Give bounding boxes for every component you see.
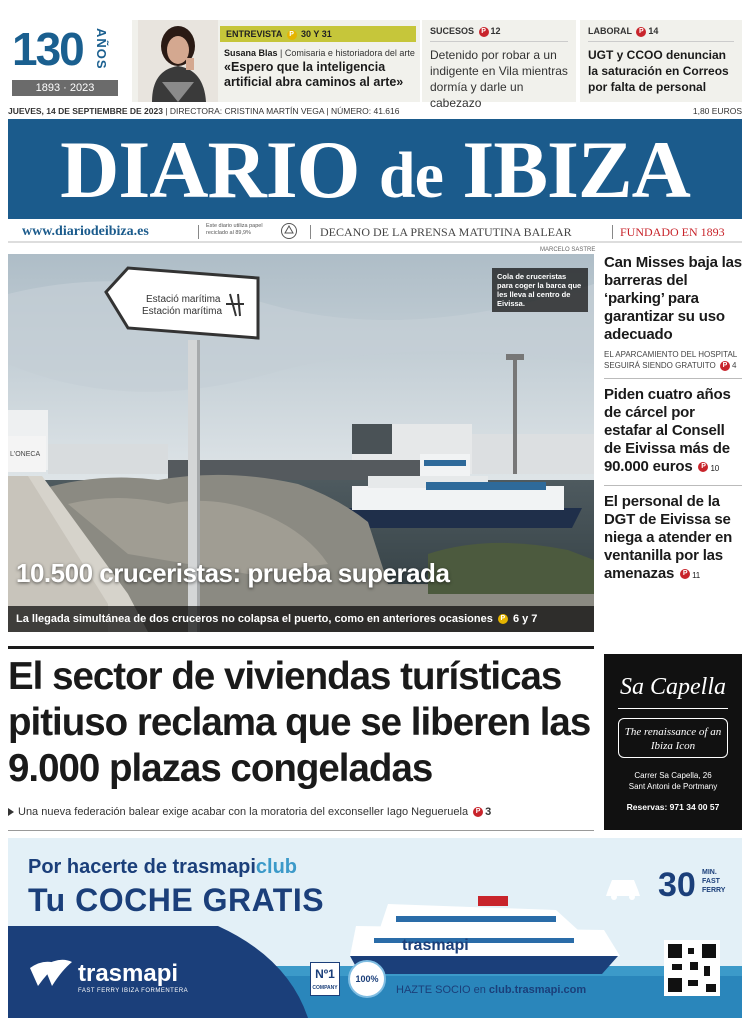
interview-portrait [138,12,218,102]
photo-subheadline-text: La llegada simultánea de dos cruceros no colapsa el puerto, como en anteriores ocasiones [16,613,493,625]
story-headline [604,493,742,585]
divider [198,225,199,239]
ad-line-1-brand: trasmapi [172,856,256,878]
ad-minutes-label-1: MIN. [702,869,717,876]
ad-line-2: Tu COCHE GRATIS [28,882,325,918]
top-teaser-bar [8,20,742,110]
photo-headline[interactable]: 10.500 cruceristas: prueba superada [16,558,450,588]
dateline-price: 1,80 EUROS [692,106,742,116]
ad-socio-prefix: HAZTE SOCIO en [396,984,486,996]
ad-n1-sub: COMPANY [312,985,338,991]
interview-tag [220,26,416,42]
divider [618,708,728,709]
teaser-sucesos[interactable] [422,20,576,110]
lead-headline[interactable]: El sector de viviendas turísticas pitiuso reclama que se liberen las 9.000 plazas congeladas [8,655,591,790]
masthead-title-diario: DIARIO [60,124,360,215]
interview-byline: Susana Blas | Comisaria e historiadora del arte [224,48,415,58]
ad-minutes: 30 [658,866,696,904]
ad-socio-url: club.trasmapi.com [488,984,587,996]
interview-quote: «Espero que la inteligencia artificial abra caminos al arte» [224,60,404,89]
story-page: 11 [692,571,700,580]
capella-address-line2: Sant Antoni de Portmany [628,782,718,791]
interview-role: Comisaria e historiadora del arte [284,48,415,58]
lead-page: 3 [485,806,492,818]
recycle-icon [280,222,298,240]
ad-number-one-badge [310,962,340,996]
masthead-title-ibiza: IBIZA [462,124,690,215]
main-photo[interactable] [8,254,594,632]
sa-capella-ad[interactable] [604,654,742,830]
story-headline-text: El personal de la DGT de Eivissa se niega a atender en ventanilla por las amenazas [604,493,733,582]
sign-line-1: Estació marítima [146,294,221,305]
dateline-director: DIRECTORA: CRISTINA MARTÍN VEGA [169,106,325,116]
divider [612,225,613,239]
teaser-section-label: LABORAL [588,26,632,36]
divider [8,830,594,831]
capella-brand: Sa Capella [620,674,726,700]
page-icon: P [479,27,489,37]
teaser-text: Detenido por robar a un indigente en Vila mientras dormía y darle un cabezazo [430,47,568,110]
photo-subheadline-pages: 6 y 7 [512,613,538,625]
ad-line-1-prefix: Por hacerte de [28,856,167,878]
ad-minutes-label-3: FERRY [702,887,726,894]
boat-label: L'ONECA [10,451,41,458]
story-piden-carcel[interactable] [604,386,742,486]
teaser-laboral[interactable] [580,20,742,102]
ad-percent-badge: 100% [348,960,386,998]
recycled-paper-note: Este diario utiliza papel reciclado al 89,9% [206,223,263,236]
sign-line-2: Estación marítima [142,306,223,317]
right-column [604,254,742,599]
teaser-page: 12 [490,26,501,36]
anniversary-label: AÑOS [94,28,109,70]
ad-n1: Nº1 [315,967,335,981]
dateline-number: NÚMERO: 41.616 [330,106,400,116]
teaser-page: 14 [648,26,659,36]
story-can-misses[interactable] [604,254,742,379]
qr-code-icon [664,940,720,996]
arrow-icon [8,808,14,816]
teaser-section [588,26,734,42]
capella-reservations: Reservas: 971 34 00 57 [626,802,720,812]
divider [8,646,594,649]
lead-subheadline-text: Una nueva federación balear exige acabar con la moratoria del exconseller Iago Negueruela [18,806,469,818]
ad-line-1-club: club [255,856,298,878]
ad-minutes-label [702,868,725,895]
story-headline: Can Misses baja las barreras del ‘parking’ para garantizar su uso adecuado [604,254,742,343]
photo-subheadline [8,606,594,632]
page-icon: P [287,30,297,40]
ad-brand: trasmapi [78,960,179,987]
masthead-title [8,124,742,217]
page-icon: P [698,462,708,472]
photo-caption: Cola de cruceristas para coger la barca que les lleva al centro de Eivissa. [492,268,588,312]
trasmapi-ad[interactable] [8,838,742,1018]
story-page: 10 [710,464,719,473]
anniversary-number: 130 [12,23,83,75]
story-headline-text: Piden cuatro años de cárcel por estafar al Consell de Eivissa más de 90.000 euros [604,386,731,475]
capella-address [604,770,742,792]
story-subheadline-text: EL APARCAMIENTO DEL HOSPITAL SEGUIRÁ SIENDO GRATUITO [604,350,737,370]
anniversary-years: 1893 · 2023 [12,80,118,96]
story-page: 4 [731,361,737,370]
capella-tagline: The renaissance of an Ibiza Icon [618,718,728,758]
page-icon: P [680,569,690,579]
decano-text: DECANO DE LA PRENSA MATUTINA BALEAR [320,225,572,239]
fundado-text: FUNDADO EN 1893 [620,225,725,239]
dateline-date: JUEVES, 14 DE SEPTIEMBRE DE 2023 [8,106,163,116]
page-icon: P [636,27,646,37]
story-subheadline [604,349,742,371]
teaser-section-label: SUCESOS [430,26,475,36]
car-icon [606,880,640,896]
interview-teaser[interactable] [132,20,420,102]
teaser-text: UGT y CCOO denuncian la saturación en Correos por falta de personal [588,47,729,94]
website-link[interactable]: www.diariodeibiza.es [22,224,149,239]
ad-socio-text[interactable] [396,984,586,996]
interview-tag-pages: 30 Y 31 [301,29,332,39]
masthead[interactable] [8,119,742,219]
story-dgt[interactable] [604,493,742,592]
interview-tag-label: ENTREVISTA [226,29,283,39]
dateline: JUEVES, 14 DE SEPTIEMBRE DE 2023 | DIRECTORA: CRISTINA MARTÍN VEGA | NÚMERO: 41.616 1,80 EUROS [8,106,742,116]
lead-subheadline [8,806,598,818]
masthead-title-de: de [378,139,443,212]
divider [310,225,311,239]
masthead-subline [8,221,742,243]
ship-name: trasmapi [402,937,469,954]
page-icon: P [720,361,730,371]
story-headline [604,386,742,478]
anniversary-badge [8,20,126,102]
ad-brand-sub: FAST FERRY IBIZA FORMENTERA [78,988,189,994]
page-icon: P [498,614,508,624]
teaser-section [430,26,568,42]
capella-address-line1: Carrer Sa Capella, 26 [634,771,712,780]
interview-name: Susana Blas [224,48,278,58]
ad-minutes-label-2: FAST [702,878,720,885]
photo-credit: MARCELO SASTRE [540,247,596,253]
page-icon: P [473,807,483,817]
ad-line-1 [28,856,297,879]
